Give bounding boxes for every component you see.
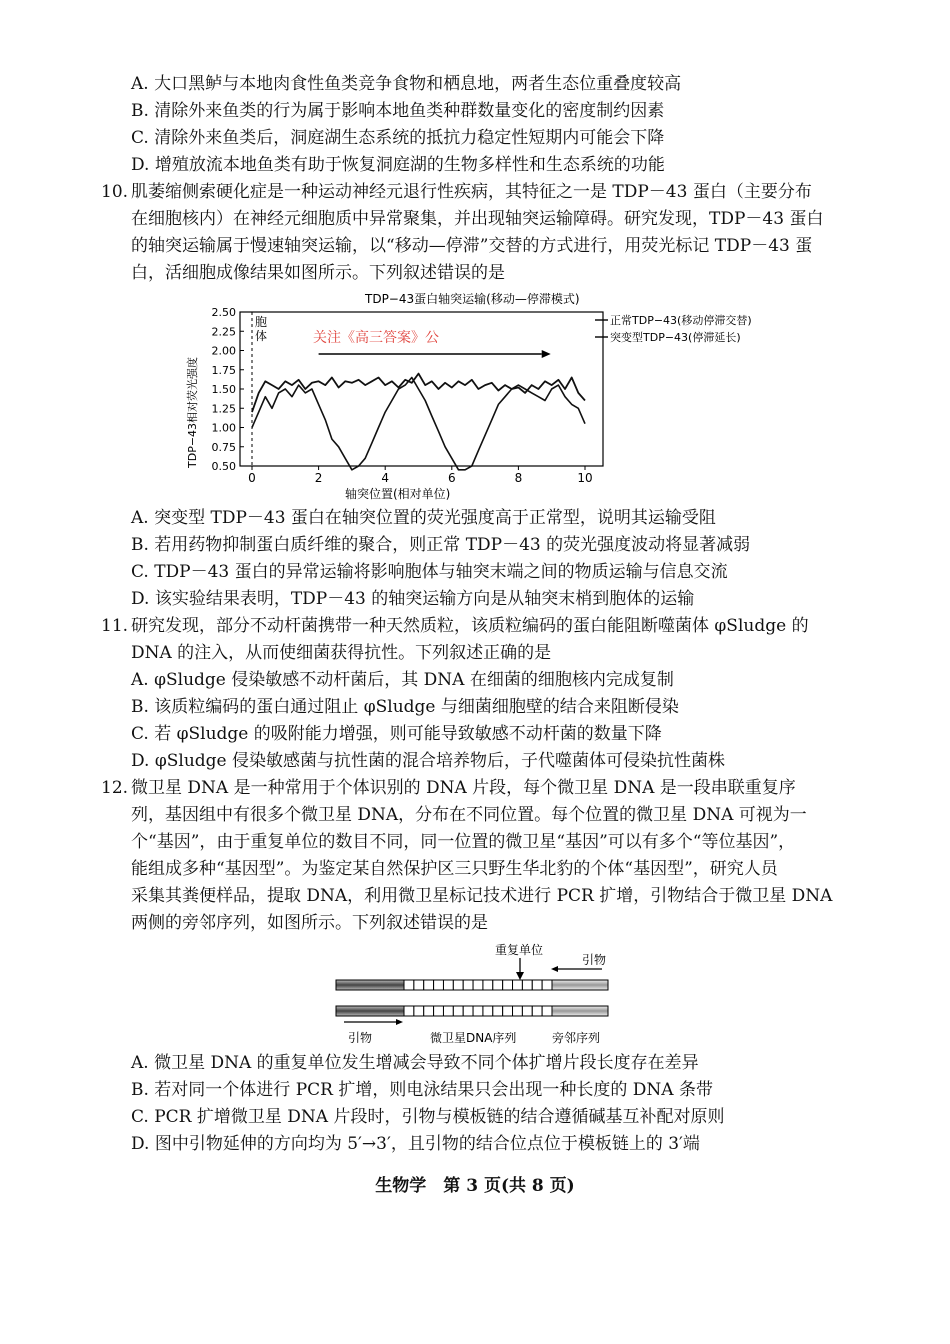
q10-option-d: D. 该实验结果表明，TDP－43 的轴突运输方向是从轴突末梢到胞体的运输: [131, 589, 695, 609]
x-tick-label: 10: [577, 471, 593, 485]
x-tick-label: 8: [514, 471, 523, 485]
q12-stem-line: 能组成多种“基因型”。为鉴定某自然保护区三只野生华北豹的个体“基因型”，研究人员: [131, 859, 778, 879]
legend-label: 正常TDP−43(移动停滞交替): [610, 314, 752, 327]
tdp43-chart: [180, 290, 790, 500]
repeat-cell: [493, 1006, 503, 1016]
flanking-label: 旁邻序列: [552, 1031, 601, 1045]
flanking-left-bottom: [336, 1006, 404, 1016]
q10-stem-line: 肌萎缩侧索硬化症是一种运动神经元退行性疾病，其特征之一是 TDP－43 蛋白（主要分布: [131, 182, 812, 202]
x-tick-label: 6: [447, 471, 456, 485]
primer-bottom-arrowhead: [396, 1019, 403, 1025]
repeat-cell: [542, 1006, 552, 1016]
q10-number: 10.: [101, 182, 129, 202]
chart-ylabel: TDP−43相对荧光强度: [186, 356, 199, 468]
repeat-cell: [473, 980, 483, 990]
repeat-cell: [453, 980, 463, 990]
soma-label-char: 体: [255, 329, 268, 343]
q12-option-b: B. 若对同一个体进行 PCR 扩增，则电泳结果只会出现一种长度的 DNA 条带: [131, 1080, 713, 1100]
repeat-cell: [532, 1006, 542, 1016]
repeat-cell: [513, 980, 523, 990]
repeat-cell: [463, 1006, 473, 1016]
q11-option-a: A. φSludge 侵染敏感不动杆菌后，其 DNA 在细菌的细胞核内完成复制: [131, 670, 674, 690]
primer-top-arrowhead: [551, 966, 558, 972]
series-line-1: [252, 378, 585, 470]
repeat-unit-label: 重复单位: [495, 943, 544, 957]
q12-stem-line: 采集其粪便样品，提取 DNA，利用微卫星标记技术进行 PCR 扩增，引物结合于微卫星 DNA: [131, 886, 833, 906]
y-tick-label: 1.25: [211, 402, 236, 416]
repeat-cell: [424, 1006, 434, 1016]
microsatellite-diagram: [330, 940, 650, 1048]
microsatellite-label: 微卫星DNA序列: [430, 1031, 517, 1045]
q11-option-c: C. 若 φSludge 的吸附能力增强，则可能导致敏感不动杆菌的数量下降: [131, 724, 662, 744]
q12-number: 12.: [101, 778, 129, 798]
repeat-cell: [414, 980, 424, 990]
x-tick-label: 2: [314, 471, 323, 485]
y-tick-label: 2.25: [211, 325, 236, 339]
q10-stem-line: 在细胞核内）在神经元细胞质中异常聚集，并出现轴突运输障碍。研究发现，TDP－43 蛋白: [131, 209, 824, 229]
q12-stem-line: 两侧的旁邻序列，如图所示。下列叙述错误的是: [131, 913, 488, 933]
legend-label: 突变型TDP−43(停滞延长): [610, 331, 741, 344]
flanking-left-top: [336, 980, 404, 990]
repeat-cell: [522, 1006, 532, 1016]
repeat-cell: [542, 980, 552, 990]
direction-arrowhead: [542, 350, 551, 358]
q9-option-b: B. 清除外来鱼类的行为属于影响本地鱼类种群数量变化的密度制约因素: [131, 101, 665, 121]
y-tick-label: 2.00: [211, 344, 236, 358]
repeat-cell: [414, 1006, 424, 1016]
repeat-cell: [493, 980, 503, 990]
y-tick-label: 0.50: [211, 460, 236, 473]
repeat-cell: [483, 1006, 493, 1016]
q12-stem-line: 列，基因组中有很多个微卫星 DNA，分布在不同位置。每个位置的微卫星 DNA 可视为一: [131, 805, 807, 825]
q10-option-c: C. TDP－43 蛋白的异常运输将影响胞体与轴突末端之间的物质运输与信息交流: [131, 562, 728, 582]
repeat-cell: [453, 1006, 463, 1016]
repeat-cell: [463, 980, 473, 990]
repeat-cell: [473, 1006, 483, 1016]
repeat-cell: [434, 980, 444, 990]
y-tick-label: 1.00: [211, 421, 236, 435]
flanking-right-top: [552, 980, 608, 990]
repeat-cell: [434, 1006, 444, 1016]
q12-option-a: A. 微卫星 DNA 的重复单位发生增减会导致不同个体扩增片段长度存在差异: [131, 1053, 699, 1073]
q11-option-d: D. φSludge 侵染敏感菌与抗性菌的混合培养物后，子代噬菌体可侵染抗性菌株: [131, 751, 725, 771]
q10-option-a: A. 突变型 TDP－43 蛋白在轴突位置的荧光强度高于正常型，说明其运输受阻: [131, 508, 716, 528]
q12-option-d: D. 图中引物延伸的方向均为 5′→3′，且引物的结合位点位于模板链上的 3′端: [131, 1134, 700, 1154]
repeat-cell: [404, 1006, 414, 1016]
q11-option-b: B. 该质粒编码的蛋白通过阻止 φSludge 与细菌细胞壁的结合来阻断侵染: [131, 697, 679, 717]
chart-watermark: 关注《高三答案》公: [313, 330, 439, 346]
y-tick-label: 1.50: [211, 383, 236, 396]
primer-bottom-label: 引物: [348, 1031, 373, 1045]
repeat-cell: [443, 1006, 453, 1016]
q9-option-c: C. 清除外来鱼类后，洞庭湖生态系统的抵抗力稳定性短期内可能会下降: [131, 128, 665, 148]
y-tick-label: 1.75: [211, 363, 236, 377]
repeat-cell: [522, 980, 532, 990]
repeat-cell: [424, 980, 434, 990]
q9-option-d: D. 增殖放流本地鱼类有助于恢复洞庭湖的生物多样性和生态系统的功能: [131, 155, 665, 175]
series-line-2: [252, 374, 585, 413]
y-tick-label: 2.50: [211, 306, 236, 319]
repeat-cell: [503, 980, 513, 990]
repeat-cell: [532, 980, 542, 990]
q9-option-a: A. 大口黑鲈与本地肉食性鱼类竞争食物和栖息地，两者生态位重叠度较高: [131, 74, 682, 94]
q10-stem-line: 白，活细胞成像结果如图所示。下列叙述错误的是: [131, 263, 505, 283]
x-tick-label: 0: [248, 471, 256, 485]
repeat-cell: [483, 980, 493, 990]
chart-title: TDP−43蛋白轴突运输(移动—停滞模式): [365, 292, 580, 306]
q12-option-c: C. PCR 扩增微卫星 DNA 片段时，引物与模板链的结合遵循碱基互补配对原则: [131, 1107, 725, 1127]
page-footer: 生物学 第 3 页(共 8 页): [375, 1176, 575, 1196]
repeat-cell: [513, 1006, 523, 1016]
x-tick-label: 4: [381, 471, 390, 485]
q11-number: 11.: [101, 616, 129, 636]
repeat-cell: [503, 1006, 513, 1016]
primer-top-label: 引物: [582, 953, 607, 967]
q10-stem-line: 的轴突运输属于慢速轴突运输，以“移动—停滞”交替的方式进行，用荧光标记 TDP－43 蛋: [131, 236, 813, 256]
q10-option-b: B. 若用药物抑制蛋白质纤维的聚合，则正常 TDP－43 的荧光强度波动将显著减弱: [131, 535, 751, 555]
q11-stem-line: 研究发现，部分不动杆菌携带一种天然质粒，该质粒编码的蛋白能阻断噬菌体 φSludge 的: [131, 616, 809, 636]
flanking-right-bottom: [552, 1006, 608, 1016]
q12-stem-line: 微卫星 DNA 是一种常用于个体识别的 DNA 片段，每个微卫星 DNA 是一段串联重复序: [131, 778, 796, 798]
repeat-unit-arrowhead: [516, 972, 524, 980]
soma-label-char: 胞: [255, 315, 268, 329]
chart-xlabel: 轴突位置(相对单位): [345, 487, 451, 500]
y-tick-label: 0.75: [211, 440, 236, 454]
q12-stem-line: 个“基因”，由于重复单位的数目不同，同一位置的微卫星“基因”可以有多个“等位基因”，: [131, 832, 796, 852]
repeat-cell: [443, 980, 453, 990]
repeat-cell: [404, 980, 414, 990]
q11-stem-line: DNA 的注入，从而使细菌获得抗性。下列叙述正确的是: [131, 643, 552, 663]
